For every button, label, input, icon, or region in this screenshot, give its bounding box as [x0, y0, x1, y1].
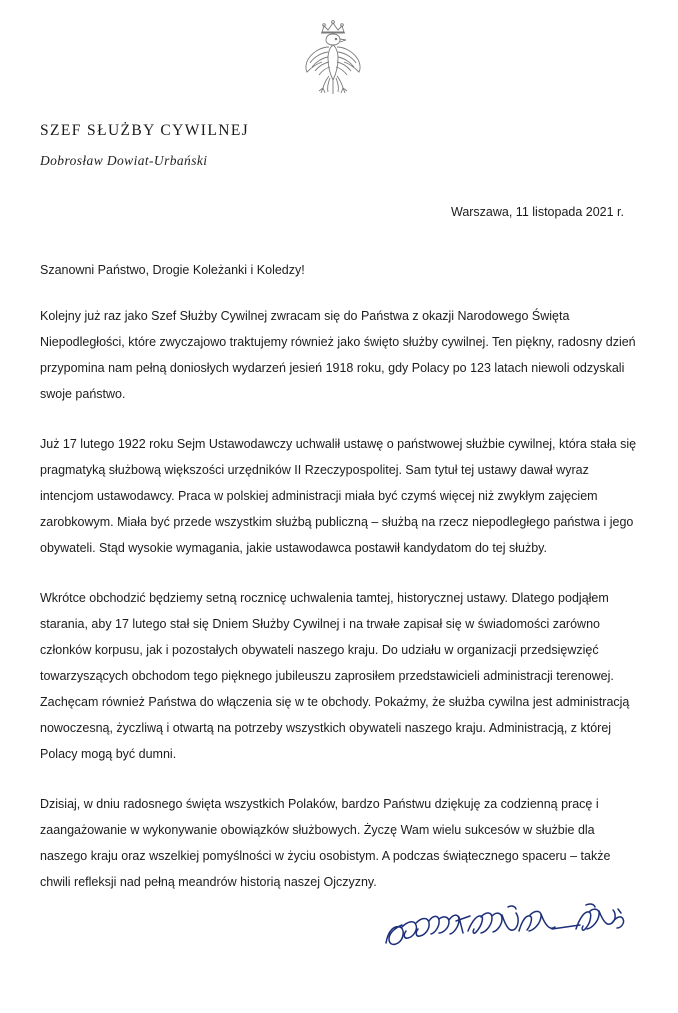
signature-block: [380, 903, 630, 973]
paragraph: Już 17 lutego 1922 roku Sejm Ustawodawczy uchwalił ustawę o państwowej służbie cywilnej, która stała się pragmatyką służbową większości urzędników II Rzeczypospolitej. Sam tytuł tej ustawy dawał wyraz intencjom ustawodawcy. Praca w polskiej administracji miała być czymś więcej niż zwykłym zajęciem zarobkowym. Miała być przede wszystkim służbą publiczną – służbą na rzecz niepodległego państwa i jego obywateli. Stąd wysokie wymagania, jakie ustawodawca postawił kandydatom do tej służby.: [40, 437, 637, 555]
paragraph: Kolejny już raz jako Szef Służby Cywilnej zwracam się do Państwa z okazji Narodowego Święta Niepodległości, które zwyczajowo traktujemy również jako święto służby cywilnej. Ten piękny, radosny dzień przypomina nam pełną doniosłych wydarzeń jesień 1918 roku, gdy Polacy po 123 latach niewoli odzyskali swoje państwo.: [40, 309, 636, 401]
place-and-date: Warszawa, 11 listopada 2021 r.: [450, 205, 624, 219]
salutation: Szanowni Państwo, Drogie Koleżanki i Koledzy!: [40, 263, 305, 277]
handwritten-signature-icon: [380, 903, 630, 973]
emblem-container: [40, 14, 638, 106]
paragraph: Dzisiaj, w dniu radosnego święta wszystkich Polaków, bardzo Państwu dziękuję za codzienną pracę i zaangażowanie w wykonywanie obowiązków służbowych. Życzę Wam wielu sukcesów w służbie dla naszego kraju oraz wszelkiej pomyślności w życiu osobistym. A podczas świątecznego spaceru – także chwili refleksji nad pełną meandrów historią naszej Ojczyzny.: [40, 797, 611, 889]
organization-title: SZEF SŁUŻBY CYWILNEJ: [40, 122, 250, 139]
letter-body: [40, 303, 638, 895]
polish-eagle-emblem-icon: [300, 14, 366, 98]
letterhead: [40, 0, 638, 169]
paragraph: Wkrótce obchodzić będziemy setną rocznicę uchwalenia tamtej, historycznej ustawy. Dlatego podjąłem starania, aby 17 lutego stał się Dniem Służby Cywilnej i na trwałe zapisał się w świadomości zarówno członków korpusu, jak i pozostałych obywateli naszego kraju. Do udziału w organizacji przedsięwzięć towarzyszących obchodom tego pięknego jubileuszu zaprosiłem przedstawicieli administracji terenowej. Zachęcam również Państwa do włączenia się w te obchody. Pokażmy, że służba cywilna jest administracją nowoczesną, życzliwą i otwartą na potrzeby wszystkich obywateli naszego kraju. Administracją, z której Polacy mogą być dumni.: [40, 591, 630, 761]
organization-officer-name: Dobrosław Dowiat-Urbański: [40, 153, 208, 168]
